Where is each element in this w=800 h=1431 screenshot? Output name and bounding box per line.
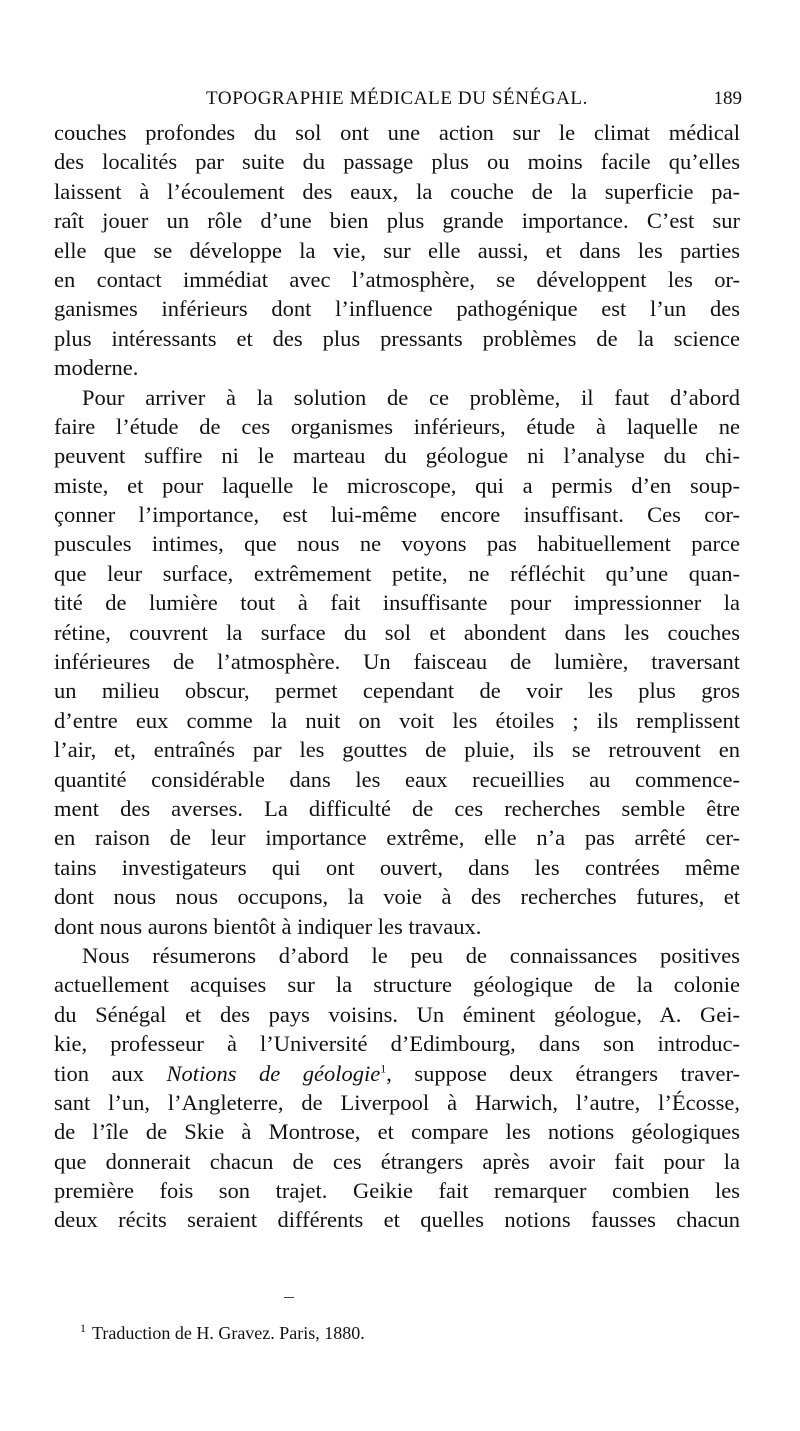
- footnote-divider: [284, 1297, 294, 1298]
- text-line: miste, et pour laquelle le microscope, qui a permis d’en soup-: [54, 472, 740, 498]
- text-line: puscules intimes, que nous ne voyons pas habituellement parce: [54, 531, 740, 557]
- text-segment: , suppose deux étrangers traver-: [386, 1060, 740, 1086]
- text-line: dont nous aurons bientôt à indiquer les travaux.: [54, 913, 482, 939]
- text-line: faire l’étude de ces organismes inférieurs, étude à laquelle ne: [54, 413, 740, 439]
- page-number: 189: [713, 88, 742, 109]
- paragraph-1: [54, 118, 740, 383]
- text-line: d’entre eux comme la nuit on voit les étoiles ; ils remplissent: [54, 707, 740, 733]
- running-head: [52, 86, 742, 112]
- text-line: kie, professeur à l’Université d’Edimbourg, dans son introduc-: [54, 1031, 740, 1057]
- paragraph-2: [54, 383, 740, 941]
- text-line: en contact immédiat avec l’atmosphère, se développent les or-: [54, 266, 740, 292]
- text-line: inférieures de l’atmosphère. Un faisceau de lumière, traversant: [54, 649, 740, 675]
- text-line: deux récits seraient différents et quelles notions fausses chacun: [54, 1207, 740, 1233]
- footnote-reference: 1: [380, 1061, 387, 1075]
- text-line: ment des averses. La difficulté de ces recherches semble être: [54, 795, 740, 821]
- paragraph-3: [54, 941, 740, 1235]
- body-text: [54, 118, 740, 1235]
- text-line: moderne.: [54, 355, 139, 381]
- text-line: [54, 1059, 740, 1088]
- text-line: de l’île de Skie à Montrose, et compare les notions géologiques: [54, 1119, 740, 1145]
- text-line: çonner l’importance, est lui-même encore insuffisant. Ces cor-: [54, 502, 740, 528]
- footnote-text: Traduction de H. Gravez. Paris, 1880.: [92, 1323, 365, 1343]
- text-segment: tion aux: [54, 1060, 167, 1086]
- text-line: rétine, couvrent la surface du sol et abondent dans les couches: [54, 619, 740, 645]
- text-line: ganismes inférieurs dont l’influence pathogénique est l’un des: [54, 296, 740, 322]
- text-line: elle que se développe la vie, sur elle aussi, et dans les parties: [54, 237, 740, 263]
- text-line: Pour arriver à la solution de ce problème, il faut d’abord: [82, 384, 740, 410]
- text-line: couches profondes du sol ont une action sur le climat médical: [54, 120, 740, 145]
- text-line: dont nous nous occupons, la voie à des recherches futures, et: [54, 884, 740, 910]
- footnote: [80, 1321, 365, 1345]
- text-line: plus intéressants et des plus pressants problèmes de la science: [54, 325, 740, 351]
- footnote-marker: 1: [80, 1321, 86, 1335]
- text-line: sant l’un, l’Angleterre, de Liverpool à Harwich, l’autre, l’Écosse,: [54, 1089, 740, 1115]
- text-line: en raison de leur importance extrême, elle n’a pas arrêté cer-: [54, 825, 740, 851]
- running-title: TOPOGRAPHIE MÉDICALE DU SÉNÉGAL.: [206, 88, 588, 109]
- text-line: l’air, et, entraînés par les gouttes de pluie, ils se retrouvent en: [54, 737, 740, 763]
- text-line: du Sénégal et des pays voisins. Un éminent géologue, A. Gei-: [54, 1001, 740, 1027]
- text-line: que leur surface, extrêmement petite, ne réfléchit qu’une quan-: [54, 560, 740, 586]
- book-title: Notions de géologie: [166, 1060, 381, 1086]
- text-line: que donnerait chacun de ces étrangers après avoir fait pour la: [54, 1148, 740, 1174]
- text-line: tité de lumière tout à fait insuffisante pour impressionner la: [54, 590, 740, 616]
- text-line: des localités par suite du passage plus ou moins facile qu’elles: [54, 149, 740, 175]
- text-line: actuellement acquises sur la structure géologique de la colonie: [54, 972, 740, 998]
- text-line: Nous résumerons d’abord le peu de connaissances positives: [82, 942, 740, 968]
- text-line: un milieu obscur, permet cependant de voir les plus gros: [54, 678, 740, 704]
- text-line: peuvent suffire ni le marteau du géologue ni l’analyse du chi-: [54, 443, 740, 469]
- text-line: raît jouer un rôle d’une bien plus grande importance. C’est sur: [54, 208, 740, 234]
- text-line: tains investigateurs qui ont ouvert, dans les contrées même: [54, 854, 740, 880]
- text-line: laissent à l’écoulement des eaux, la couche de la superficie pa-: [54, 178, 740, 204]
- text-line: première fois son trajet. Geikie fait remarquer combien les: [54, 1178, 740, 1204]
- text-line: quantité considérable dans les eaux recueillies au commence-: [54, 766, 740, 792]
